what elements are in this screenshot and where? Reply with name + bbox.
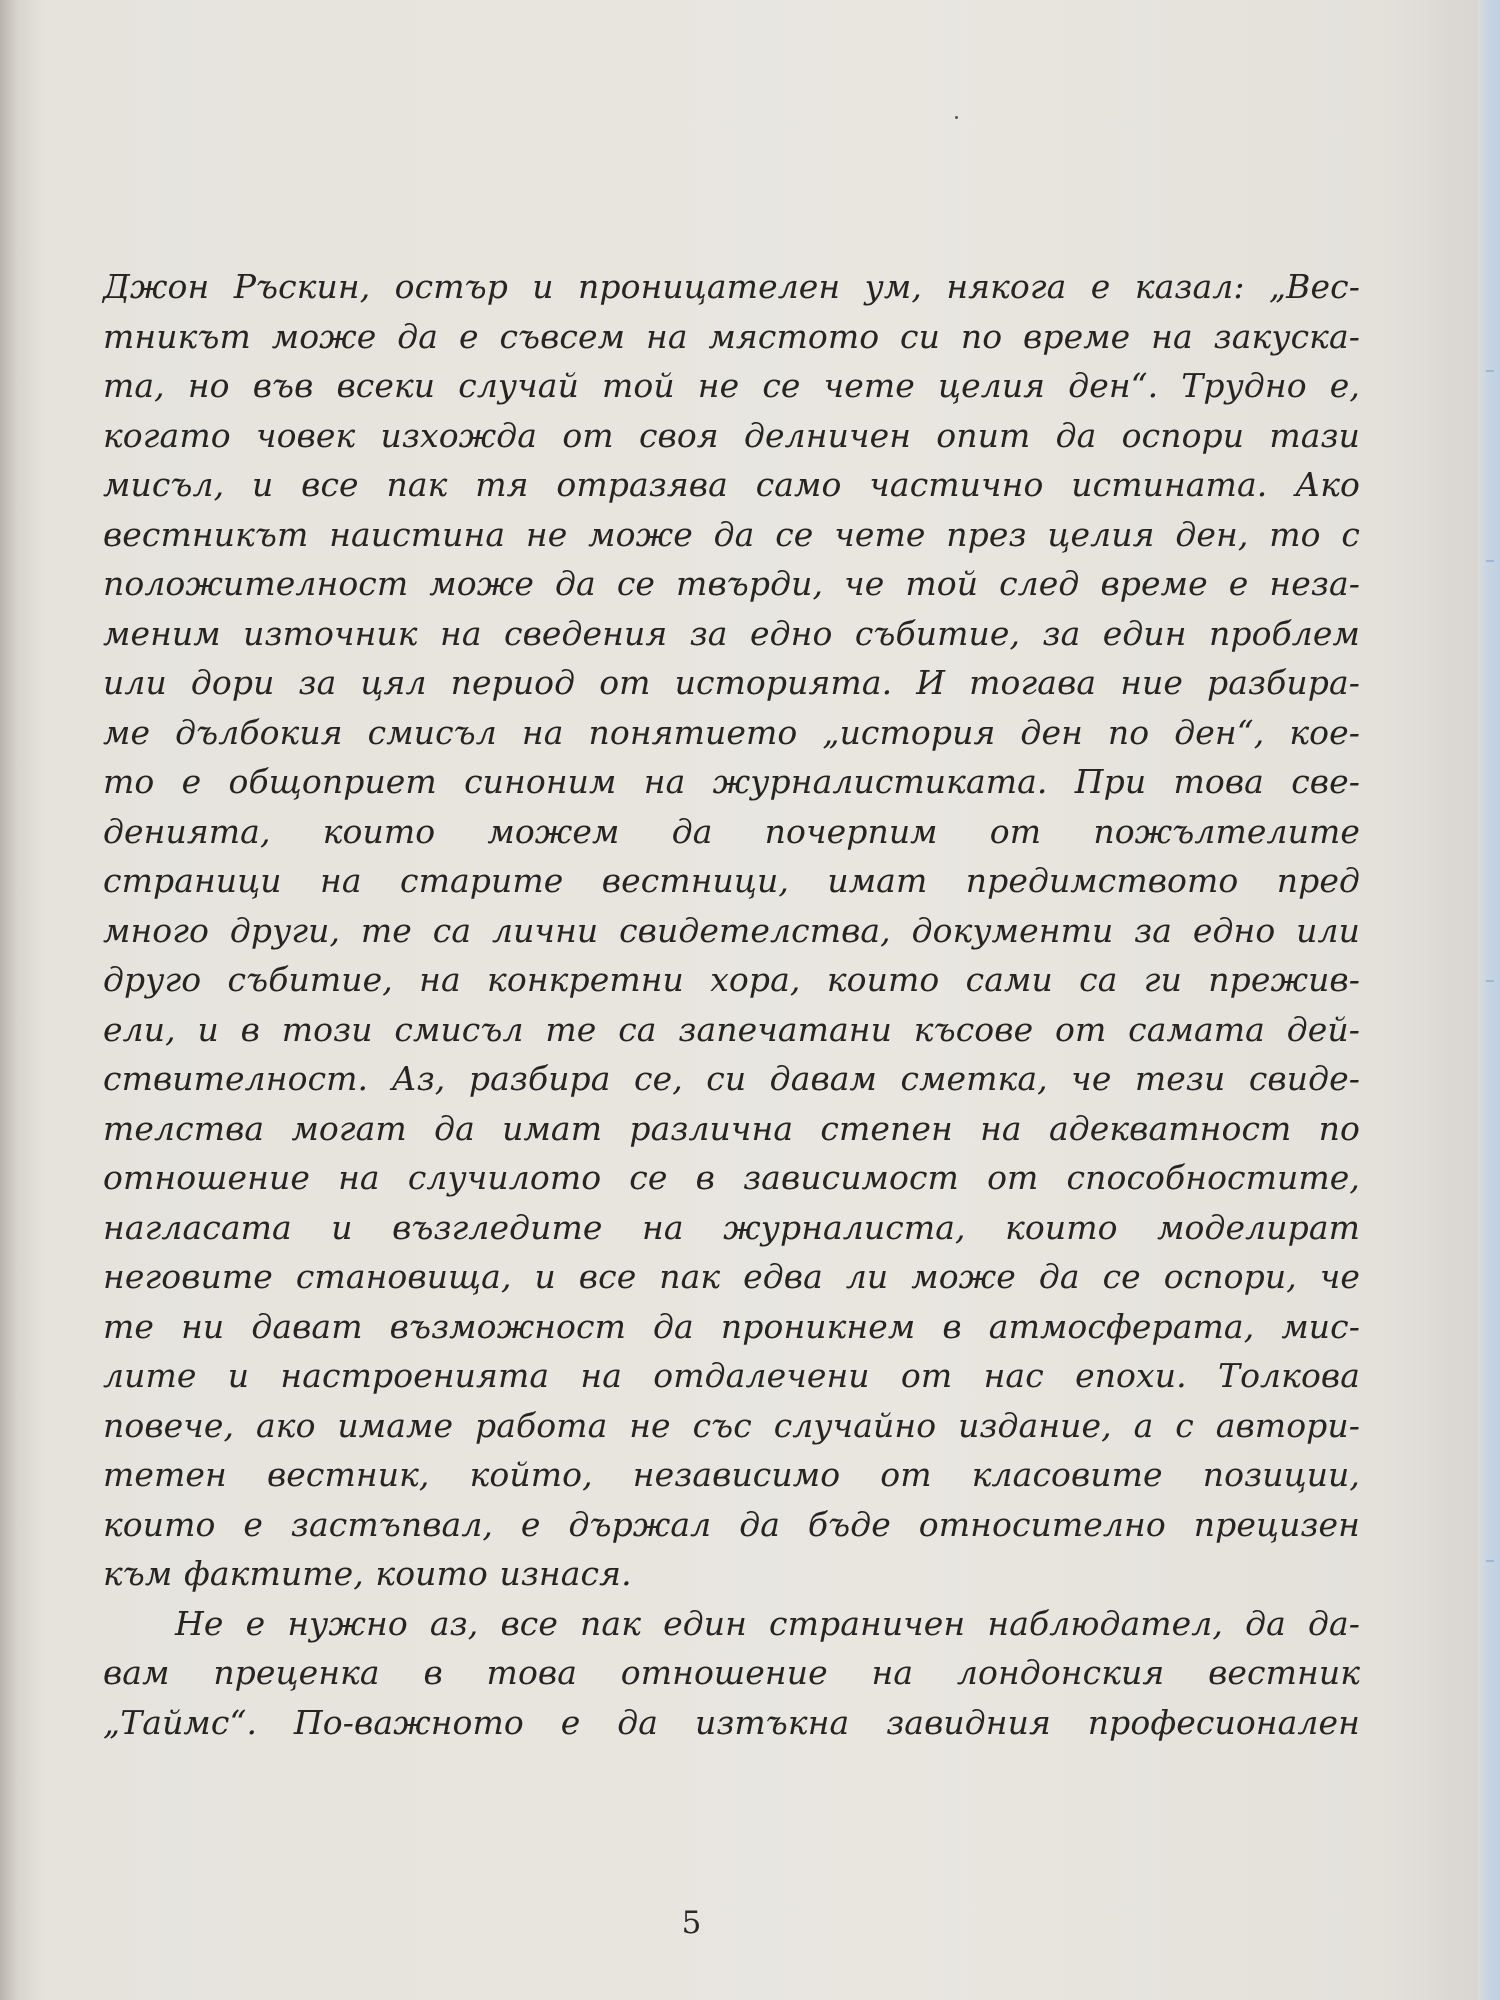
text-line: вестникът наистина не може да се чете през целия ден, то с	[103, 514, 1360, 554]
text-line: те ни дават възможност да проникнем в атмосферата, мис-	[103, 1306, 1360, 1346]
text-line: тетен вестник, който, независимо от класовите позиции,	[103, 1455, 1360, 1494]
text-line: тникът може да е съвсем на мястото си по време на закуска-	[103, 316, 1360, 356]
paper-speck	[955, 116, 958, 119]
edge-mark	[1486, 560, 1494, 562]
page-edge	[1478, 0, 1500, 2000]
text-line: телства могат да имат различна степен на адекватност по	[103, 1108, 1360, 1148]
text-line: то е общоприет синоним на журналистиката. При това све-	[103, 762, 1360, 801]
text-line: Джон Ръскин, остър и проницателен ум, някога е казал: „Вес-	[103, 267, 1360, 306]
text-line: отношение на случилото се в зависимост от способностите,	[103, 1158, 1360, 1197]
text-line: или дори за цял период от историята. И тогава ние разбира-	[103, 663, 1360, 702]
paragraph-1	[103, 262, 1360, 1599]
text-line: та, но във всеки случай той не се чете целия ден“. Трудно е,	[103, 366, 1360, 405]
text-line: много други, те са лични свидетелства, документи за едно или	[103, 910, 1360, 950]
text-line: които е застъпвал, е държал да бъде относително прецизен	[103, 1504, 1360, 1544]
edge-mark	[1486, 1560, 1494, 1562]
text-line: страници на старите вестници, имат предимството пред	[103, 861, 1360, 900]
text-line: повече, ако имаме работа не със случайно издание, а с автори-	[103, 1405, 1360, 1445]
text-line: мисъл, и все пак тя отразява само частично истината. Ако	[103, 465, 1360, 504]
page-number: 5	[681, 1905, 702, 1941]
text-line: лите и настроенията на отдалечени от нас епохи. Толкова	[103, 1356, 1360, 1395]
text-line: към фактите, които изнася.	[103, 1554, 632, 1593]
text-line: неговите становища, и все пак едва ли може да се оспори, че	[103, 1257, 1360, 1296]
text-line: денията, които можем да почерпим от пожълтелите	[103, 811, 1360, 851]
edge-mark	[1486, 370, 1494, 372]
text-line: друго събитие, на конкретни хора, които сами са ги прежив-	[103, 960, 1360, 999]
text-line: ели, и в този смисъл те са запечатани късове от самата дей-	[103, 1009, 1360, 1049]
text-line: нагласата и възгледите на журналиста, които моделират	[103, 1207, 1360, 1247]
text-line: ме дълбокия смисъл на понятието „история ден по ден“, кое-	[103, 712, 1360, 752]
text-line: „Таймс“. По-важното е да изтъкна завидния професионален	[103, 1702, 1360, 1742]
edge-mark	[1486, 980, 1494, 982]
text-line: положителност може да се твърди, че той след време е неза-	[103, 564, 1360, 603]
body-text	[103, 262, 1360, 1747]
text-line: вам преценка в това отношение на лондонския вестник	[103, 1653, 1360, 1692]
paragraph-2	[103, 1599, 1360, 1748]
text-line: ствителност. Аз, разбира се, си давам сметка, че тези свиде-	[103, 1059, 1360, 1098]
text-line: когато човек изхожда от своя делничен опит да оспори тази	[103, 415, 1360, 455]
text-line: меним източник на сведения за едно събитие, за един проблем	[103, 613, 1360, 653]
text-line: Не е нужно аз, все пак един страничен наблюдател, да да-	[175, 1603, 1360, 1643]
